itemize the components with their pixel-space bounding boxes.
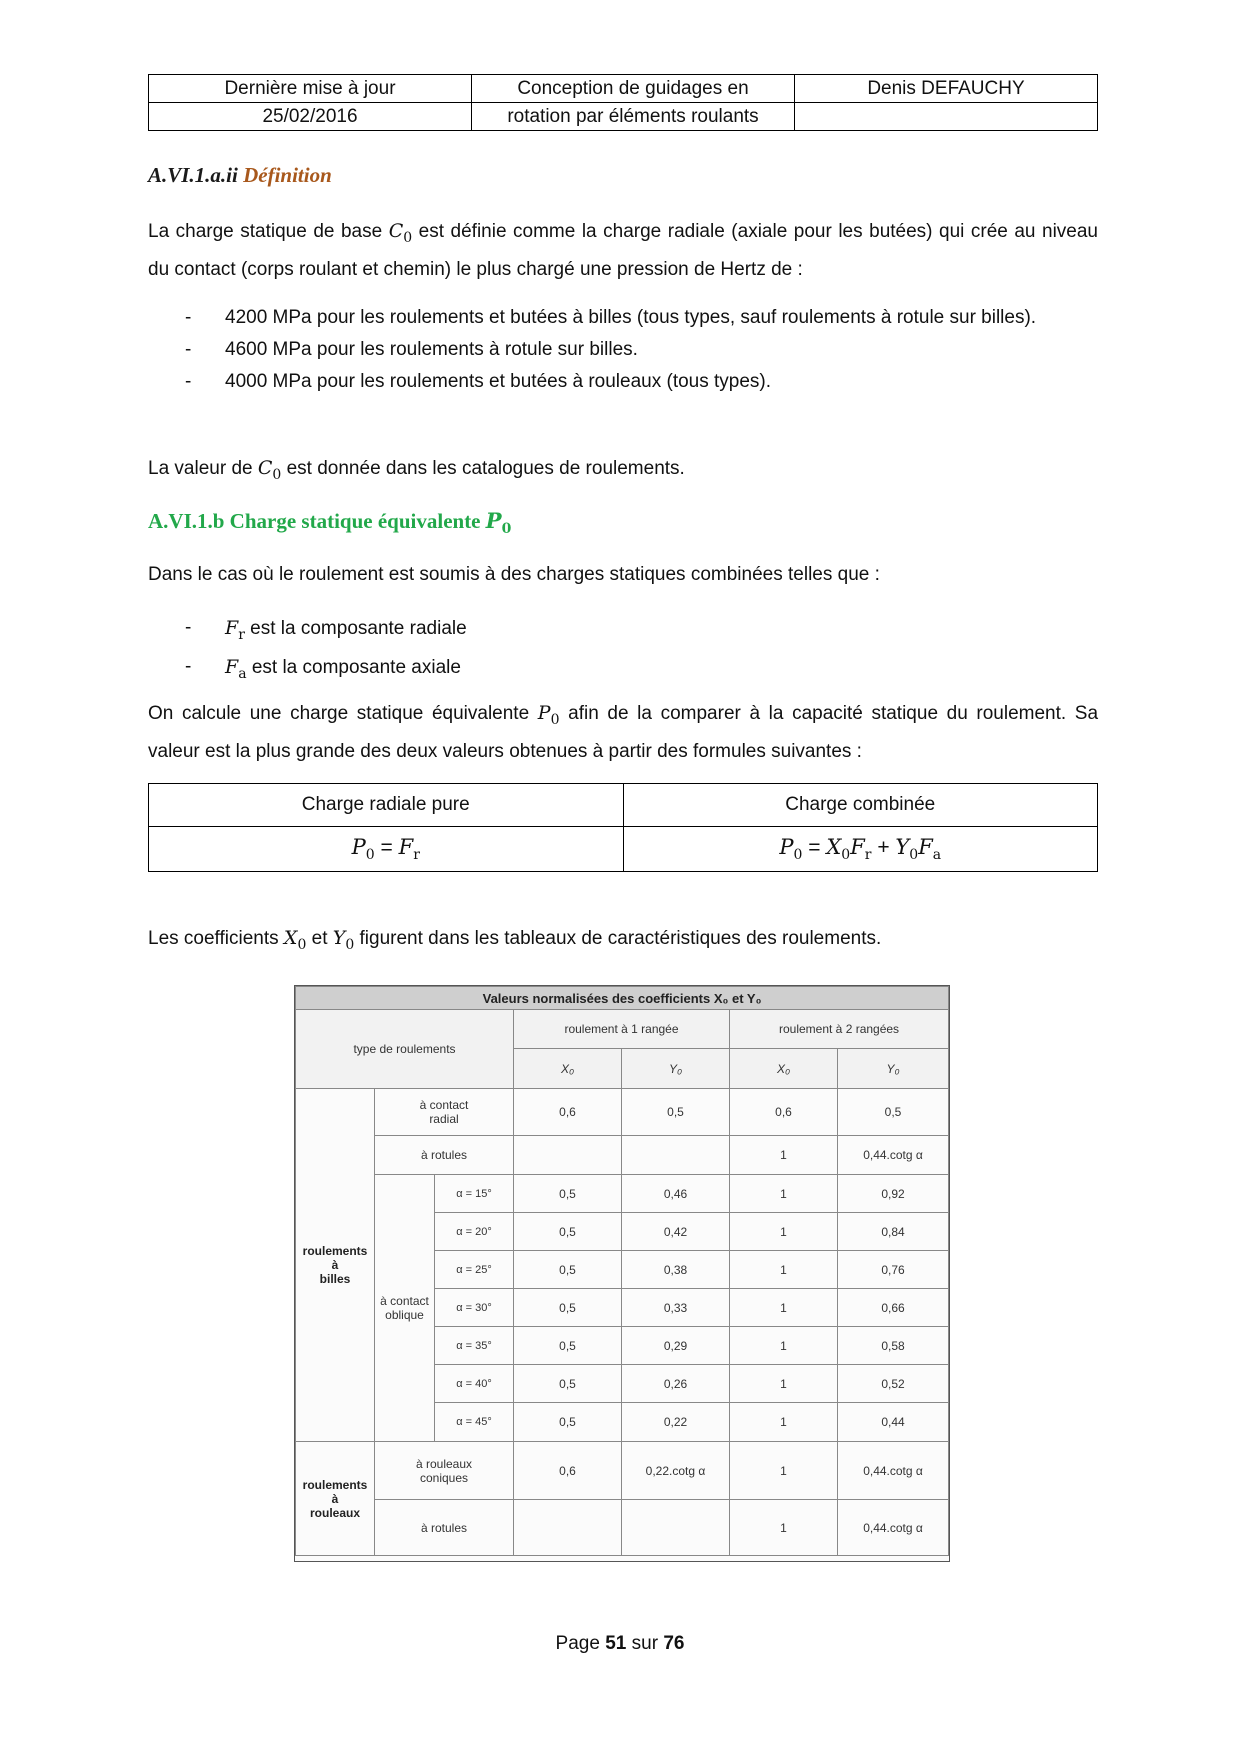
list-item xyxy=(148,651,1098,690)
bullet-text: 4000 MPa pour les roulements et butées à rouleaux (tous types). xyxy=(225,371,772,392)
header-title-line1: Conception de guidages en xyxy=(472,75,795,103)
symbol-p0: $P_0$ xyxy=(537,702,560,728)
symbol-fa: $F_a$ xyxy=(225,655,247,682)
table-cell: 0,33 xyxy=(622,1289,730,1327)
coeff-text-middle: et xyxy=(311,928,328,949)
table-cell: 0,76 xyxy=(838,1251,949,1289)
pressure-bullet-list xyxy=(148,302,1098,398)
x0-header: X₀ xyxy=(514,1049,622,1089)
formula-header-pure-radial: Charge radiale pure xyxy=(149,784,624,827)
footer-sur: sur xyxy=(631,1633,659,1654)
header-title-line2: rotation par éléments roulants xyxy=(472,103,795,131)
bullet-text: 4200 MPa pour les roulements et butées à billes (tous types, sauf roulements à rotule sur billes). xyxy=(225,307,1037,328)
table-cell xyxy=(622,1500,730,1556)
x0-header: X₀ xyxy=(730,1049,838,1089)
table-cell: 0,6 xyxy=(730,1089,838,1136)
formula-header-combined: Charge combinée xyxy=(623,784,1098,827)
para-text-start: On calcule une charge statique équivalente xyxy=(148,703,530,724)
table-cell: 0,5 xyxy=(622,1089,730,1136)
table-cell: 0,5 xyxy=(514,1289,622,1327)
table-cell: 0,44.cotg α xyxy=(838,1136,949,1175)
section-title: A.VI.1.b Charge statique équivalente xyxy=(148,509,481,533)
table-cell: 0,5 xyxy=(514,1327,622,1365)
table-cell: 0,5 xyxy=(514,1403,622,1442)
section-definition-heading xyxy=(148,163,332,188)
table-cell xyxy=(514,1136,622,1175)
row-label-rouleaux-coniques: à rouleaux coniques xyxy=(375,1442,514,1500)
angle-cell: α = 35° xyxy=(435,1327,514,1365)
table-cell: 0,84 xyxy=(838,1213,949,1251)
bullet-text: 4600 MPa pour les roulements à rotule sur billes. xyxy=(225,339,638,360)
table-cell: 0,6 xyxy=(514,1089,622,1136)
table-cell xyxy=(622,1136,730,1175)
table-cell: 0,38 xyxy=(622,1251,730,1289)
table-cell: 1 xyxy=(730,1365,838,1403)
angle-cell: α = 40° xyxy=(435,1365,514,1403)
section-equivalent-load-heading xyxy=(148,508,511,537)
table-cell: 0,5 xyxy=(514,1365,622,1403)
table-cell: 1 xyxy=(730,1403,838,1442)
bullet-dash: - xyxy=(185,307,192,328)
single-row-header: roulement à 1 rangée xyxy=(514,1010,730,1049)
formula-pure-radial: $P_0 = F_r$ xyxy=(149,827,624,872)
list-item xyxy=(148,366,1098,398)
equivalent-load-paragraph xyxy=(148,697,1098,768)
table-cell: 1 xyxy=(730,1442,838,1500)
table-cell: 0,6 xyxy=(514,1442,622,1500)
symbol-y0: $Y_0$ xyxy=(332,927,355,953)
page-footer xyxy=(0,1633,1240,1655)
table-cell: 1 xyxy=(730,1175,838,1213)
bullet-text: est la composante radiale xyxy=(250,618,467,639)
table-cell xyxy=(514,1500,622,1556)
symbol-x0: $X_0$ xyxy=(283,927,307,953)
formula-combined: $P_0 = X_0F_r + Y_0F_a$ xyxy=(623,827,1098,872)
bullet-dash: - xyxy=(185,655,192,677)
angle-cell: α = 45° xyxy=(435,1403,514,1442)
table-cell: 0,22 xyxy=(622,1403,730,1442)
page-header-table xyxy=(148,74,1098,131)
coefficients-sentence xyxy=(148,922,1098,961)
coeff-text-end: figurent dans les tableaux de caractéristiques des roulements. xyxy=(359,928,882,949)
para-text-end: afin de la comparer à la capacité statique du roulement. Sa valeur est la plus grande des deux valeurs obtenues à partir des formules suivantes : xyxy=(148,703,1099,762)
symbol-p0: $P_0$ xyxy=(485,508,512,538)
group-roller-bearings: roulements à rouleaux xyxy=(296,1442,375,1556)
table-cell: 0,5 xyxy=(514,1251,622,1289)
table-cell: 0,58 xyxy=(838,1327,949,1365)
table-cell: 0,26 xyxy=(622,1365,730,1403)
coefficients-table-image xyxy=(294,985,950,1562)
type-header: type de roulements xyxy=(296,1010,514,1089)
table-cell: 1 xyxy=(730,1289,838,1327)
table-cell: 0,44.cotg α xyxy=(838,1442,949,1500)
table-cell: 0,5 xyxy=(838,1089,949,1136)
row-label-rotules-rouleaux: à rotules xyxy=(375,1500,514,1556)
y0-header: Y₀ xyxy=(622,1049,730,1089)
bullet-text: est la composante axiale xyxy=(251,656,461,678)
table-cell: 0,5 xyxy=(514,1213,622,1251)
closing-text-end: est donnée dans les catalogues de roulements. xyxy=(286,458,685,479)
footer-page-word: Page xyxy=(555,1633,600,1654)
table-cell: 0,52 xyxy=(838,1365,949,1403)
table-cell: 1 xyxy=(730,1500,838,1556)
section-number: A.VI.1.a.ii xyxy=(148,163,238,187)
row-label-contact-radial: à contact radial xyxy=(375,1089,514,1136)
table-cell: 1 xyxy=(730,1327,838,1365)
header-empty-cell xyxy=(795,103,1098,131)
header-date: 25/02/2016 xyxy=(149,103,472,131)
load-components-list xyxy=(148,612,1098,690)
table-cell: 0,46 xyxy=(622,1175,730,1213)
row-label-rotules-billes: à rotules xyxy=(375,1136,514,1175)
definition-text-end: est définie comme la charge radiale (axiale pour les butées) qui crée au niveau du contact (corps roulant et chemin) le plus chargé une pression de Hertz de : xyxy=(148,221,1098,280)
angle-cell: α = 15° xyxy=(435,1175,514,1213)
table-cell: 0,92 xyxy=(838,1175,949,1213)
double-row-header: roulement à 2 rangées xyxy=(730,1010,949,1049)
section-title: Définition xyxy=(243,163,332,187)
footer-total-pages: 76 xyxy=(663,1633,685,1654)
bullet-dash: - xyxy=(185,339,192,360)
header-last-update-label: Dernière mise à jour xyxy=(149,75,472,103)
table-cell: 1 xyxy=(730,1251,838,1289)
closing-text-start: La valeur de xyxy=(148,458,253,479)
table-cell: 1 xyxy=(730,1213,838,1251)
footer-page-number: 51 xyxy=(605,1633,627,1654)
header-author: Denis DEFAUCHY xyxy=(795,75,1098,103)
coefficients-table xyxy=(295,986,949,1556)
row-label-contact-oblique: à contact oblique xyxy=(375,1175,435,1442)
table-cell: 0,44 xyxy=(838,1403,949,1442)
list-item xyxy=(148,302,1098,334)
table-cell: 0,22.cotg α xyxy=(622,1442,730,1500)
symbol-fr: $F_r$ xyxy=(225,617,245,643)
table-cell: 1 xyxy=(730,1136,838,1175)
formula-table xyxy=(148,783,1098,872)
bullet-dash: - xyxy=(185,371,192,392)
combined-loads-intro: Dans le cas où le roulement est soumis à des charges statiques combinées telles que : xyxy=(148,564,880,585)
c0-catalog-sentence xyxy=(148,452,1098,491)
symbol-c0: $C_0$ xyxy=(388,220,413,246)
angle-cell: α = 20° xyxy=(435,1213,514,1251)
symbol-c0: $C_0$ xyxy=(257,457,282,483)
angle-cell: α = 25° xyxy=(435,1251,514,1289)
bullet-dash: - xyxy=(185,617,192,638)
table-cell: 0,42 xyxy=(622,1213,730,1251)
group-ball-bearings: roulements à billes xyxy=(296,1089,375,1442)
table-cell: 0,66 xyxy=(838,1289,949,1327)
table-cell: 0,5 xyxy=(514,1175,622,1213)
coeff-text-start: Les coefficients xyxy=(148,928,279,949)
definition-text-start: La charge statique de base xyxy=(148,221,383,242)
table-cell: 0,29 xyxy=(622,1327,730,1365)
y0-header: Y₀ xyxy=(838,1049,949,1089)
angle-cell: α = 30° xyxy=(435,1289,514,1327)
list-item xyxy=(148,612,1098,651)
coeff-table-title: Valeurs normalisées des coefficients X₀ et Y₀ xyxy=(296,987,949,1010)
definition-paragraph xyxy=(148,215,1098,286)
list-item xyxy=(148,334,1098,366)
table-cell: 0,44.cotg α xyxy=(838,1500,949,1556)
